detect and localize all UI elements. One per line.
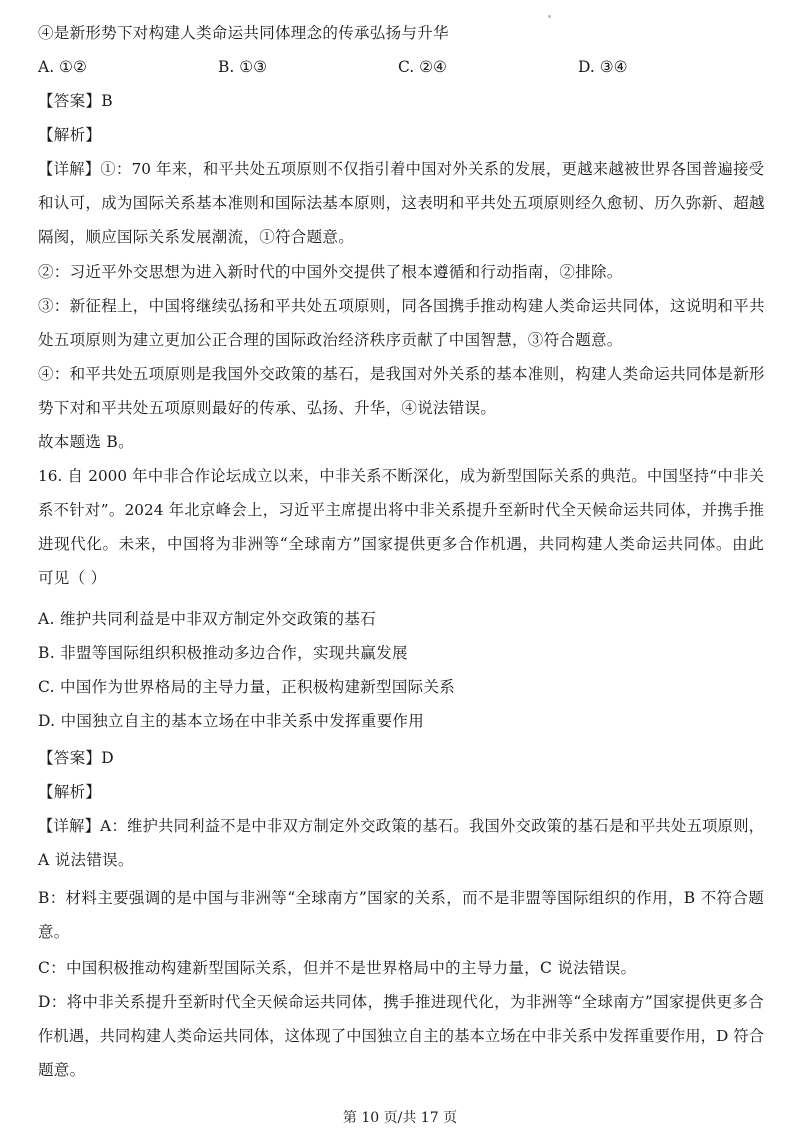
q16-detail-line: C：中国积极推动构建新型国际关系，但并不是世界格局中的主导力量，C 说法错误。	[38, 959, 637, 977]
q16-stem-line: 16. 自 2000 年中非合作论坛成立以来，中非关系不断深化，成为新型国际关系的典范。中国坚持“中非关	[38, 467, 764, 485]
q15-detail-line: 故本题选 B。	[38, 433, 134, 451]
q15-detail-line: 【详解】①：70 年来，和平共处五项原则不仅指引着中国对外关系的发展，更越来越被世界各国普遍接受	[38, 160, 764, 178]
q15-detail-line: 隔阂，顺应国际关系发展潮流，①符合题意。	[38, 228, 355, 246]
q16-analysis-label: 【解析】	[38, 783, 102, 801]
q16-detail-line: B：材料主要强调的是中国与非洲等“全球南方”国家的关系，而不是非盟等国际组织的作用，B 不符合题	[38, 889, 764, 907]
q15-answer: 【答案】B	[38, 92, 113, 110]
q16-stem-line: 进现代化。未来，中国将为非洲等“全球南方”国家提供更多合作机遇，共同构建人类命运共同体。由此	[38, 535, 764, 553]
q15-option-d: D. ③④	[578, 58, 628, 76]
q16-option-d: D. 中国独立自主的基本立场在中非关系中发挥重要作用	[38, 712, 425, 730]
q16-stem-line: 可见（ ）	[38, 569, 107, 587]
q15-detail-line: ②：习近平外交思想为进入新时代的中国外交提供了根本遵循和行动指南，②排除。	[38, 263, 623, 281]
q16-detail-line: A 说法错误。	[38, 851, 134, 869]
q16-option-b: B. 非盟等国际组织积极推动多边合作，实现共赢发展	[38, 644, 408, 662]
page-footer: 第 10 页/共 17 页	[342, 1110, 458, 1126]
q15-analysis-label: 【解析】	[38, 126, 102, 144]
q16-detail-line: 【详解】A：维护共同利益不是中非双方制定外交政策的基石。我国外交政策的基石是和平共处五项原则，	[38, 817, 764, 835]
q15-detail-line: 和认可，成为国际关系基本准则和国际法基本原则，这表明和平共处五项原则经久愈韧、历久弥新、超越	[38, 194, 765, 212]
scan-dot	[548, 15, 551, 18]
q16-option-a: A. 维护共同利益是中非双方制定外交政策的基石	[38, 610, 376, 628]
q16-option-c: C. 中国作为世界格局的主导力量，正积极构建新型国际关系	[38, 678, 456, 696]
q15-detail-line: ④：和平共处五项原则是我国外交政策的基石，是我国对外关系的基本准则，构建人类命运共同体是新形	[38, 365, 765, 383]
q15-detail-line: ③：新征程上，中国将继续弘扬和平共处五项原则，同各国携手推动构建人类命运共同体，这说明和平共	[38, 297, 765, 315]
q16-detail-line: 题意。	[38, 1061, 86, 1079]
q15-option-c: C. ②④	[398, 58, 447, 76]
q15-detail-line: 处五项原则为建立更加公正合理的国际政治经济秩序贡献了中国智慧，③符合题意。	[38, 331, 623, 349]
q15-detail-line: 势下对和平共处五项原则最好的传承、弘扬、升华，④说法错误。	[38, 399, 497, 417]
q15-option-b: B. ①③	[218, 58, 268, 76]
q16-stem-line: 系不针对”。2024 年北京峰会上，习近平主席提出将中非关系提升至新时代全天候命运共同体，并携手推	[38, 501, 764, 519]
q16-detail-line: D：将中非关系提升至新时代全天候命运共同体，携手推进现代化，为非洲等“全球南方”国家提供更多合	[38, 993, 764, 1011]
q16-answer: 【答案】D	[38, 749, 114, 767]
q16-detail-line: 意。	[38, 923, 70, 941]
q15-statement-4: ④是新形势下对构建人类命运共同体理念的传承弘扬与升华	[38, 24, 449, 42]
q16-detail-line: 作机遇，共同构建人类命运共同体，这体现了中国独立自主的基本立场在中非关系中发挥重要作用，D 符合	[38, 1027, 764, 1045]
q15-option-a: A. ①②	[38, 58, 87, 76]
